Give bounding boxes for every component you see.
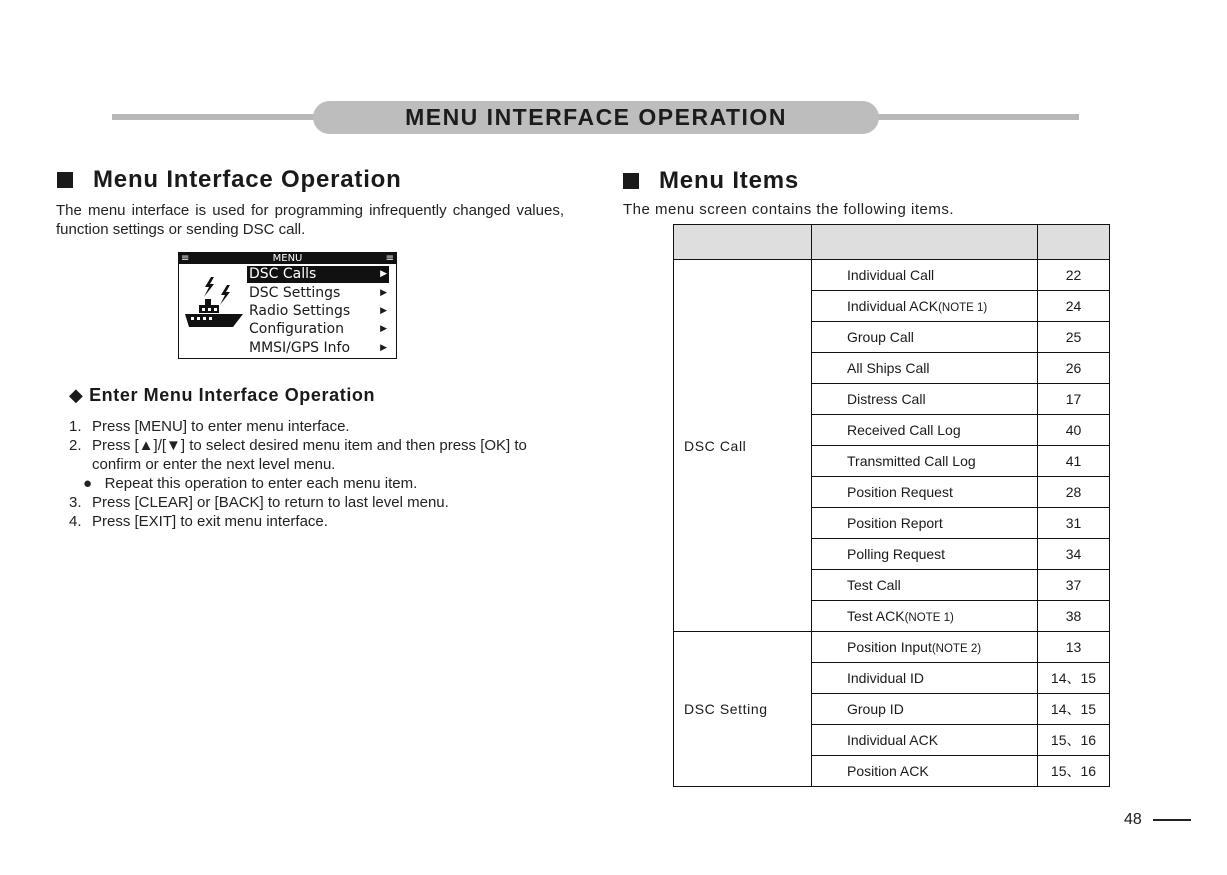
note-label: (NOTE 2) (931, 643, 982, 655)
table-row (674, 260, 1110, 291)
step-item: 3. Press [CLEAR] or [BACK] to return to last level menu. (69, 494, 449, 511)
page-ref-cell: 15、16 (1038, 725, 1110, 756)
hamburger-icon: ≡ (181, 253, 190, 264)
page-number: 48 (1124, 811, 1142, 828)
steps-list (69, 417, 569, 531)
section-heading-text: Menu Items (659, 167, 800, 194)
triangle-right-icon: ▶ (380, 269, 387, 279)
triangle-right-icon: ▶ (380, 306, 387, 316)
menu-item-cell: All Ships Call (812, 353, 1038, 384)
page-number-rule (1153, 819, 1191, 821)
page-ref-cell: 14、15 (1038, 663, 1110, 694)
square-bullet-icon (57, 172, 73, 188)
page-ref-cell: 41 (1038, 446, 1110, 477)
page-ref-cell: 37 (1038, 570, 1110, 601)
table-header-row (674, 225, 1110, 260)
section-heading-text: Menu Interface Operation (93, 166, 402, 193)
page-ref-cell: 17 (1038, 384, 1110, 415)
menu-item-cell: Individual ACK (812, 725, 1038, 756)
page-ref-cell: 31 (1038, 508, 1110, 539)
page-ref-cell: 26 (1038, 353, 1110, 384)
page-ref-cell: 38 (1038, 601, 1110, 632)
subheading-enter-menu (69, 385, 375, 406)
triangle-right-icon: ▶ (380, 288, 387, 298)
menu-item-cell: Individual Call (812, 260, 1038, 291)
page-ref-cell: 28 (1038, 477, 1110, 508)
diamond-bullet-icon: ◆ (69, 385, 84, 405)
menu-item-cell: Position Report (812, 508, 1038, 539)
menu-item-cell: Test Call (812, 570, 1038, 601)
table-header-cell (674, 225, 812, 260)
subheading-text: Enter Menu Interface Operation (89, 385, 376, 405)
note-label: (NOTE 1) (938, 302, 988, 314)
triangle-right-icon: ▶ (380, 324, 387, 334)
menu-item-cell: Individual ID (812, 663, 1038, 694)
note-label: (NOTE 1) (904, 612, 954, 624)
step-item: 4. Press [EXIT] to exit menu interface. (69, 513, 328, 530)
menu-item-cell: Test ACK(NOTE 1) (812, 601, 1038, 632)
category-cell: DSC Setting (674, 632, 812, 787)
ship-lightning-icon (183, 271, 245, 331)
menu-screen-item: DSC Settings ▶ (249, 285, 387, 301)
page-ref-cell: 24 (1038, 291, 1110, 322)
section-heading-menu-items (623, 167, 799, 195)
page-ref-cell: 13 (1038, 632, 1110, 663)
menu-screen-item: DSC Calls ▶ (249, 266, 387, 282)
menu-screen-titlebar (179, 253, 396, 264)
menu-item-cell: Group ID (812, 694, 1038, 725)
category-cell: DSC Call (674, 260, 812, 632)
menu-item-cell: Position ACK (812, 756, 1038, 787)
page-ref-cell: 25 (1038, 322, 1110, 353)
menu-screen-item: Radio Settings ▶ (249, 303, 387, 319)
menu-screen-item: MMSI/GPS Info ▶ (249, 340, 387, 356)
menu-screen-title: MENU (272, 253, 303, 264)
page-ref-cell: 22 (1038, 260, 1110, 291)
page-ref-cell: 15、16 (1038, 756, 1110, 787)
menu-item-cell: Position Request (812, 477, 1038, 508)
menu-items-table (673, 224, 1110, 787)
menu-items-intro: The menu screen contains the following items. (623, 201, 954, 218)
step-continuation: confirm or enter the next level menu. (92, 456, 336, 473)
menu-item-cell: Position Input(NOTE 2) (812, 632, 1038, 663)
menu-screen-illustration (178, 252, 397, 359)
page-ref-cell: 34 (1038, 539, 1110, 570)
menu-item-cell: Received Call Log (812, 415, 1038, 446)
menu-item-cell: Individual ACK(NOTE 1) (812, 291, 1038, 322)
menu-item-cell: Transmitted Call Log (812, 446, 1038, 477)
page-title: MENU INTERFACE OPERATION (313, 101, 879, 134)
menu-item-cell: Distress Call (812, 384, 1038, 415)
page-ref-cell: 14、15 (1038, 694, 1110, 725)
table-header-cell (1038, 225, 1110, 260)
step-item: 1. Press [MENU] to enter menu interface. (69, 418, 350, 435)
table-header-cell (812, 225, 1038, 260)
page-ref-cell: 40 (1038, 415, 1110, 446)
hamburger-icon: ≡ (385, 253, 394, 264)
menu-item-cell: Polling Request (812, 539, 1038, 570)
intro-paragraph: The menu interface is used for programming infrequently changed values, function settings or sending DSC call. (56, 202, 564, 238)
menu-screen-item: Configuration ▶ (249, 321, 387, 337)
square-bullet-icon (623, 173, 639, 189)
step-item: 2. Press [▲]/[▼] to select desired menu item and then press [OK] to (69, 437, 527, 454)
section-heading-menu-interface (57, 166, 402, 194)
dot-bullet-icon: ● (83, 475, 93, 492)
triangle-right-icon: ▶ (380, 343, 387, 353)
menu-item-cell: Group Call (812, 322, 1038, 353)
step-note: ● Repeat this operation to enter each menu item. (83, 475, 418, 492)
table-row (674, 632, 1110, 663)
